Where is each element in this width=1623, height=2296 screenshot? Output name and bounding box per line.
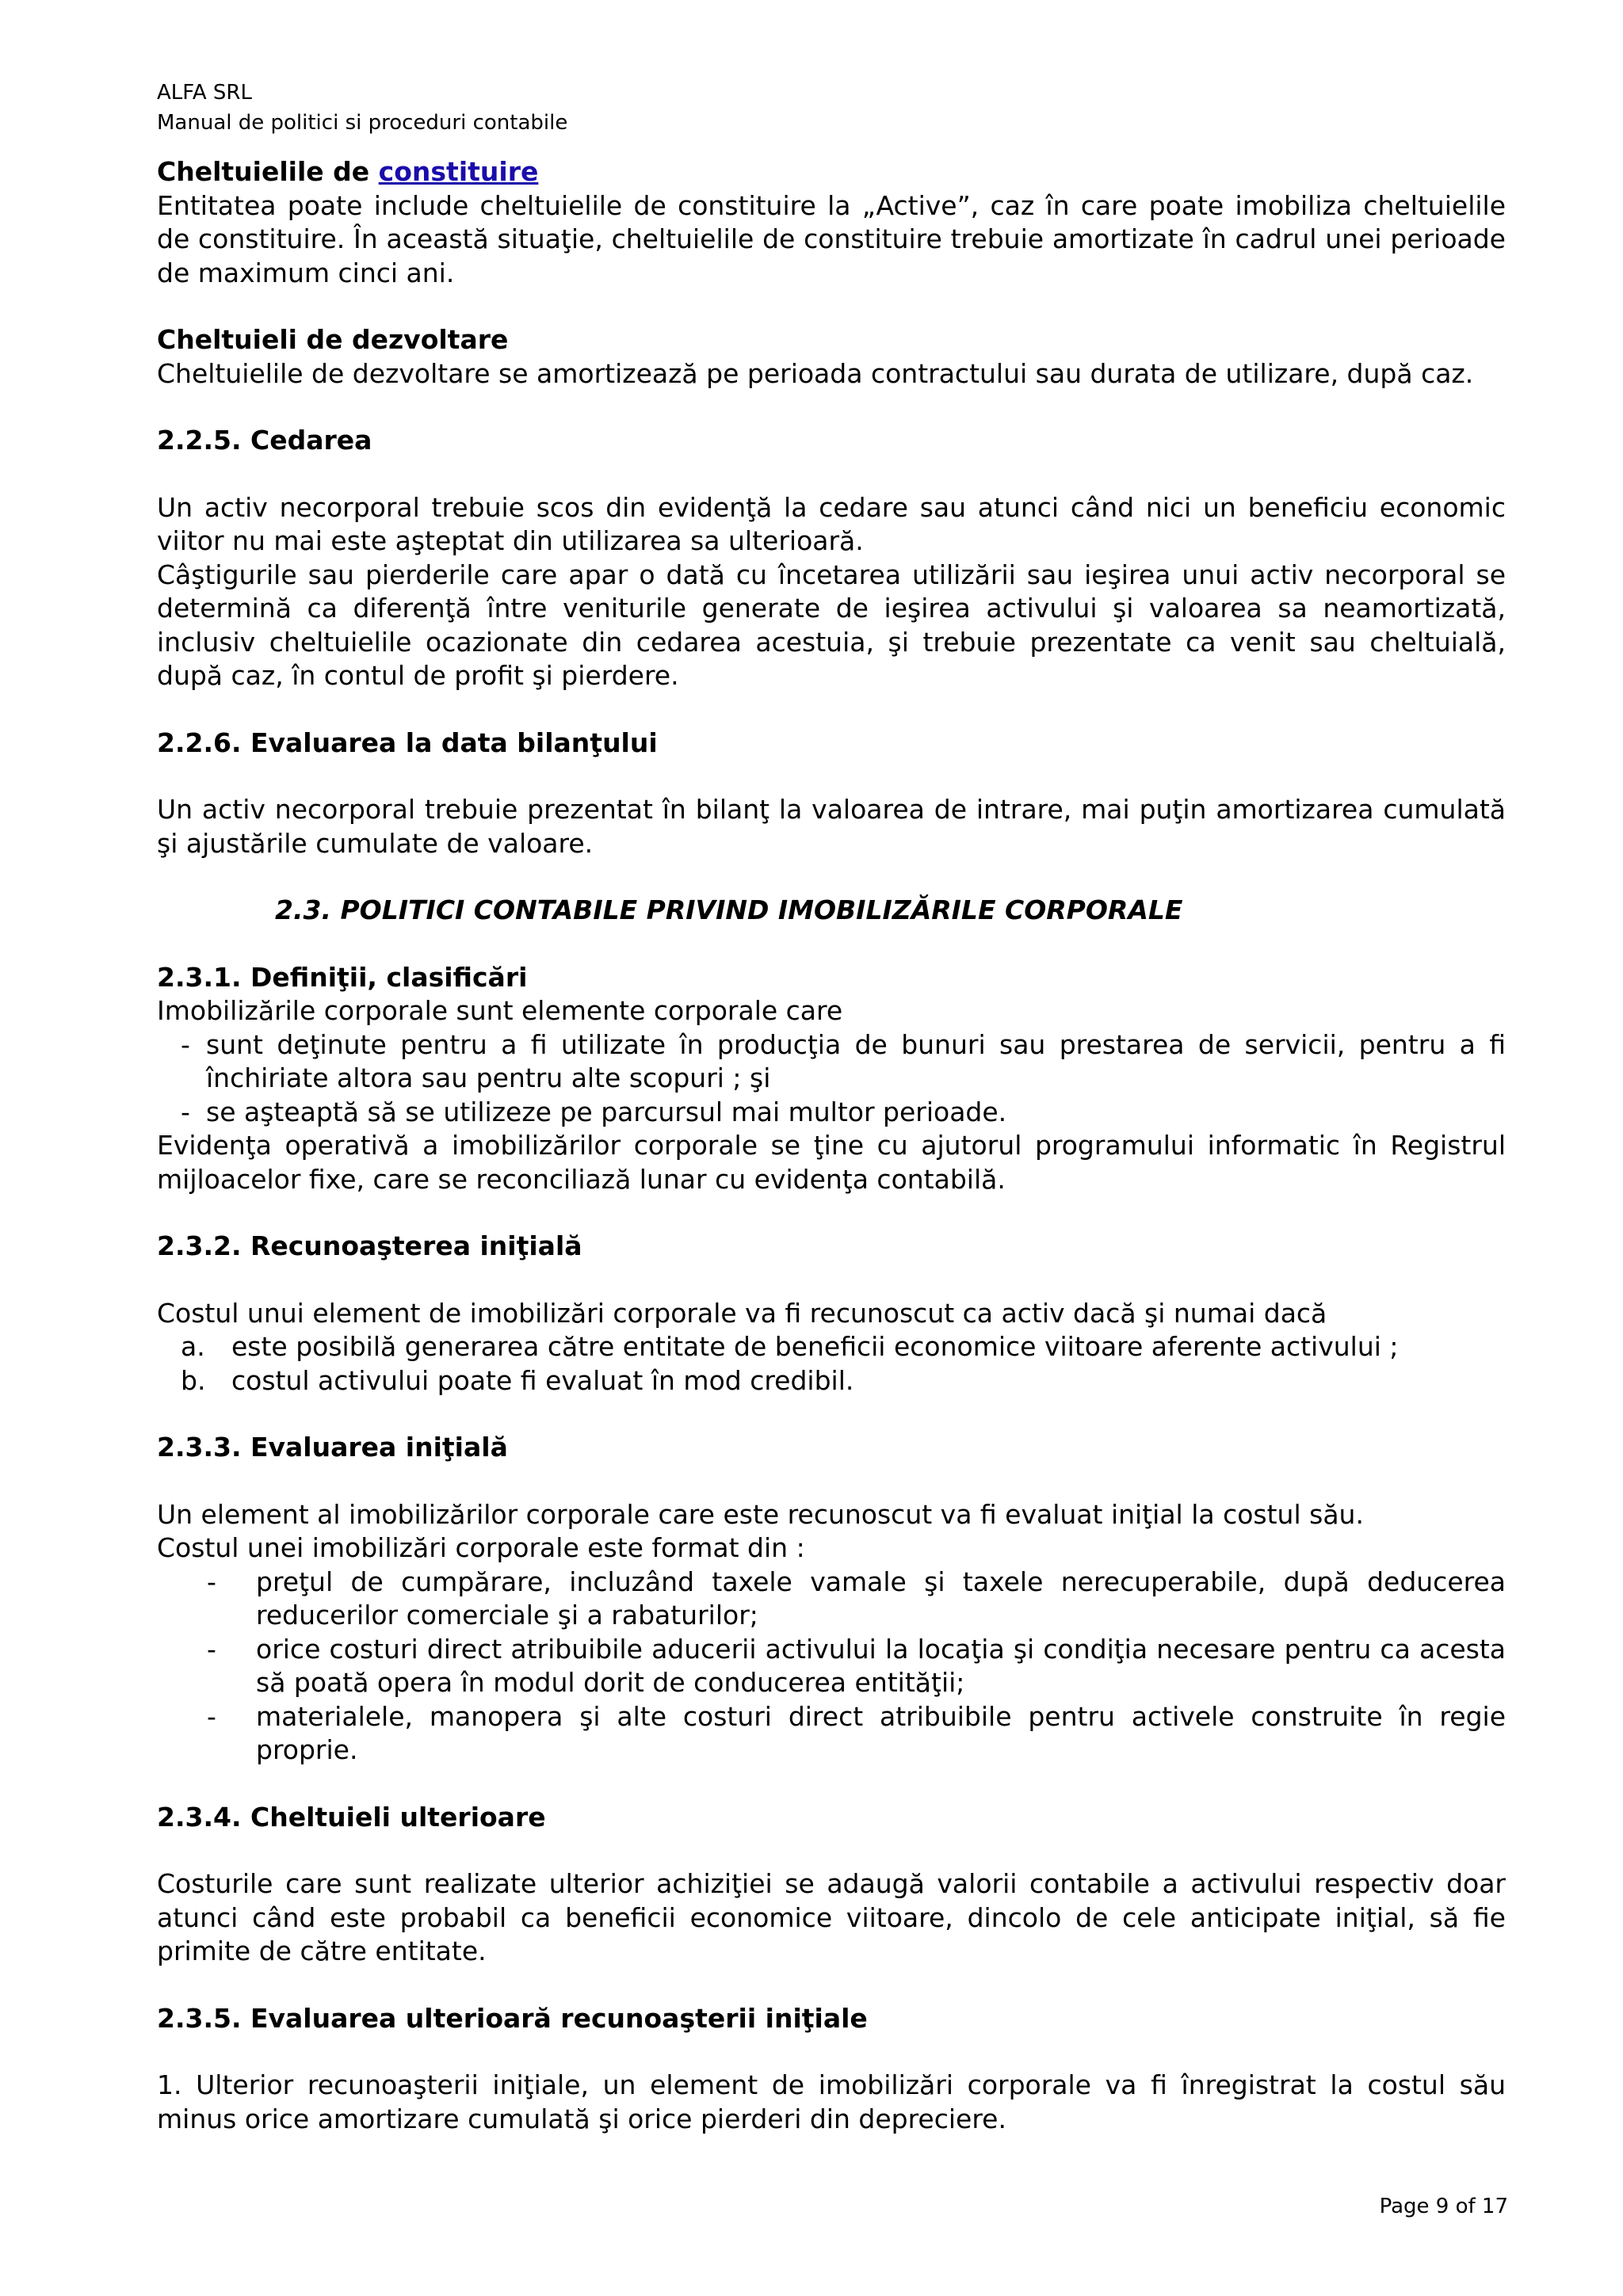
cost-components-list: [157, 1566, 1506, 1768]
paragraph: Costul unui element de imobilizări corporale va fi recunoscut ca activ dacă şi numai dacă: [157, 1297, 1327, 1329]
paragraph: Entitatea poate include cheltuielile de constituire la „Active”, caz în care poate imobiliza cheltuielile de constituire. În această situaţie, cheltuielile de constituire trebuie amortizate în cadrul unei perioade de maximum cinci ani.: [157, 189, 1506, 288]
paragraph: Imobilizările corporale sunt elemente corporale care: [157, 995, 843, 1026]
section-heading-2-3-1: 2.3.1. Definiţii, clasificări: [157, 961, 528, 993]
list-item: a. este posibilă generarea către entitate de beneficii economice viitoare aferente activului ;: [181, 1331, 1399, 1362]
heading-text: Cheltuielile de: [157, 156, 379, 187]
section-heading-2-3-4: 2.3.4. Cheltuieli ulterioare: [157, 1801, 546, 1833]
paragraph: Un activ necorporal trebuie prezentat în bilanţ la valoarea de intrare, mai puţin amortizarea cumulată şi ajustările cumulate de valoare.: [157, 794, 1506, 859]
section-heading-constituire: [157, 155, 1506, 189]
section-heading-2-2-6: 2.2.6. Evaluarea la data bilanţului: [157, 727, 658, 758]
list-item: - materialele, manopera şi alte costuri direct atribuibile pentru activele construite în regie proprie.: [207, 1700, 1506, 1765]
header-company: ALFA SRL: [157, 81, 252, 105]
list-item: - sunt deţinute pentru a fi utilizate în producţia de bunuri sau prestarea de servicii, pentru a fi închiriate altora sau pentru alte scopuri ; şi: [181, 1028, 1506, 1093]
section-heading-2-3-3: 2.3.3. Evaluarea iniţială: [157, 1432, 508, 1463]
list-item: - orice costuri direct atribuibile aducerii activului la locaţia şi condiţia necesare pentru ca acesta să poată opera în modul dorit de conducerea entităţii;: [207, 1633, 1506, 1698]
section-heading-dezvoltare: Cheltuieli de dezvoltare: [157, 324, 509, 355]
list-item: b. costul activului poate fi evaluat în mod credibil.: [181, 1364, 854, 1396]
document-body: [157, 155, 1506, 2136]
list-item: - preţul de cumpărare, incluzând taxele vamale şi taxele nerecuperabile, după deducerea reducerilor comerciale şi a rabaturilor;: [207, 1566, 1506, 1630]
page-header: [157, 78, 1504, 138]
paragraph: Evidenţa operativă a imobilizărilor corporale se ţine cu ajutorul programului informatic în Registrul mijloacelor fixe, care se reconciliază lunar cu evidenţa contabilă.: [157, 1130, 1506, 1195]
paragraph: Cheltuielile de dezvoltare se amortizează pe perioada contractului sau durata de utilizare, după caz.: [157, 357, 1474, 389]
constituire-link[interactable]: constituire: [378, 156, 539, 187]
paragraph: Un activ necorporal trebuie scos din evidenţă la cedare sau atunci când nici un beneficiu economic viitor nu mai este aşteptat din utilizarea sa ulterioară.: [157, 491, 1506, 556]
section-heading-2-3-2: 2.3.2. Recunoaşterea iniţială: [157, 1230, 582, 1261]
paragraph: Costul unei imobilizări corporale este format din :: [157, 1532, 805, 1563]
definition-list: [157, 1028, 1506, 1130]
list-item: - se aşteaptă să se utilizeze pe parcursul mai multor perioade.: [181, 1096, 1007, 1127]
section-heading-2-3-5: 2.3.5. Evaluarea ulterioară recunoaşterii iniţiale: [157, 2002, 868, 2034]
paragraph: Costurile care sunt realizate ulterior achiziţiei se adaugă valorii contabile a activului respectiv doar atunci când este probabil ca beneficii economice viitoare, dincolo de cele anticipate iniţial, să fie primite de către entitate.: [157, 1868, 1506, 1966]
header-subtitle: Manual de politici si proceduri contabile: [157, 111, 568, 135]
paragraph: Câştigurile sau pierderile care apar o dată cu încetarea utilizării sau ieşirea unui activ necorporal se determină ca diferenţă între veniturile generate de ieşirea activului şi valoarea sa neamortizată, inclusiv cheltuielile ocazionate din cedarea acestuia, şi trebuie prezentate ca venit sau cheltuială, după caz, în contul de profit şi pierdere.: [157, 559, 1506, 691]
paragraph: Un element al imobilizărilor corporale care este recunoscut va fi evaluat iniţial la costul său.: [157, 1498, 1364, 1530]
page-number: Page 9 of 17: [1379, 2195, 1508, 2218]
section-heading-2-2-5: 2.2.5. Cedarea: [157, 425, 372, 456]
condition-list: [157, 1330, 1506, 1398]
chapter-title-2-3: 2.3. POLITICI CONTABILE PRIVIND IMOBILIZĂRILE CORPORALE: [275, 894, 1183, 925]
paragraph: 1. Ulterior recunoaşterii iniţiale, un element de imobilizări corporale va fi înregistrat la costul său minus orice amortizare cumulată şi orice pierderi din depreciere.: [157, 2069, 1506, 2134]
